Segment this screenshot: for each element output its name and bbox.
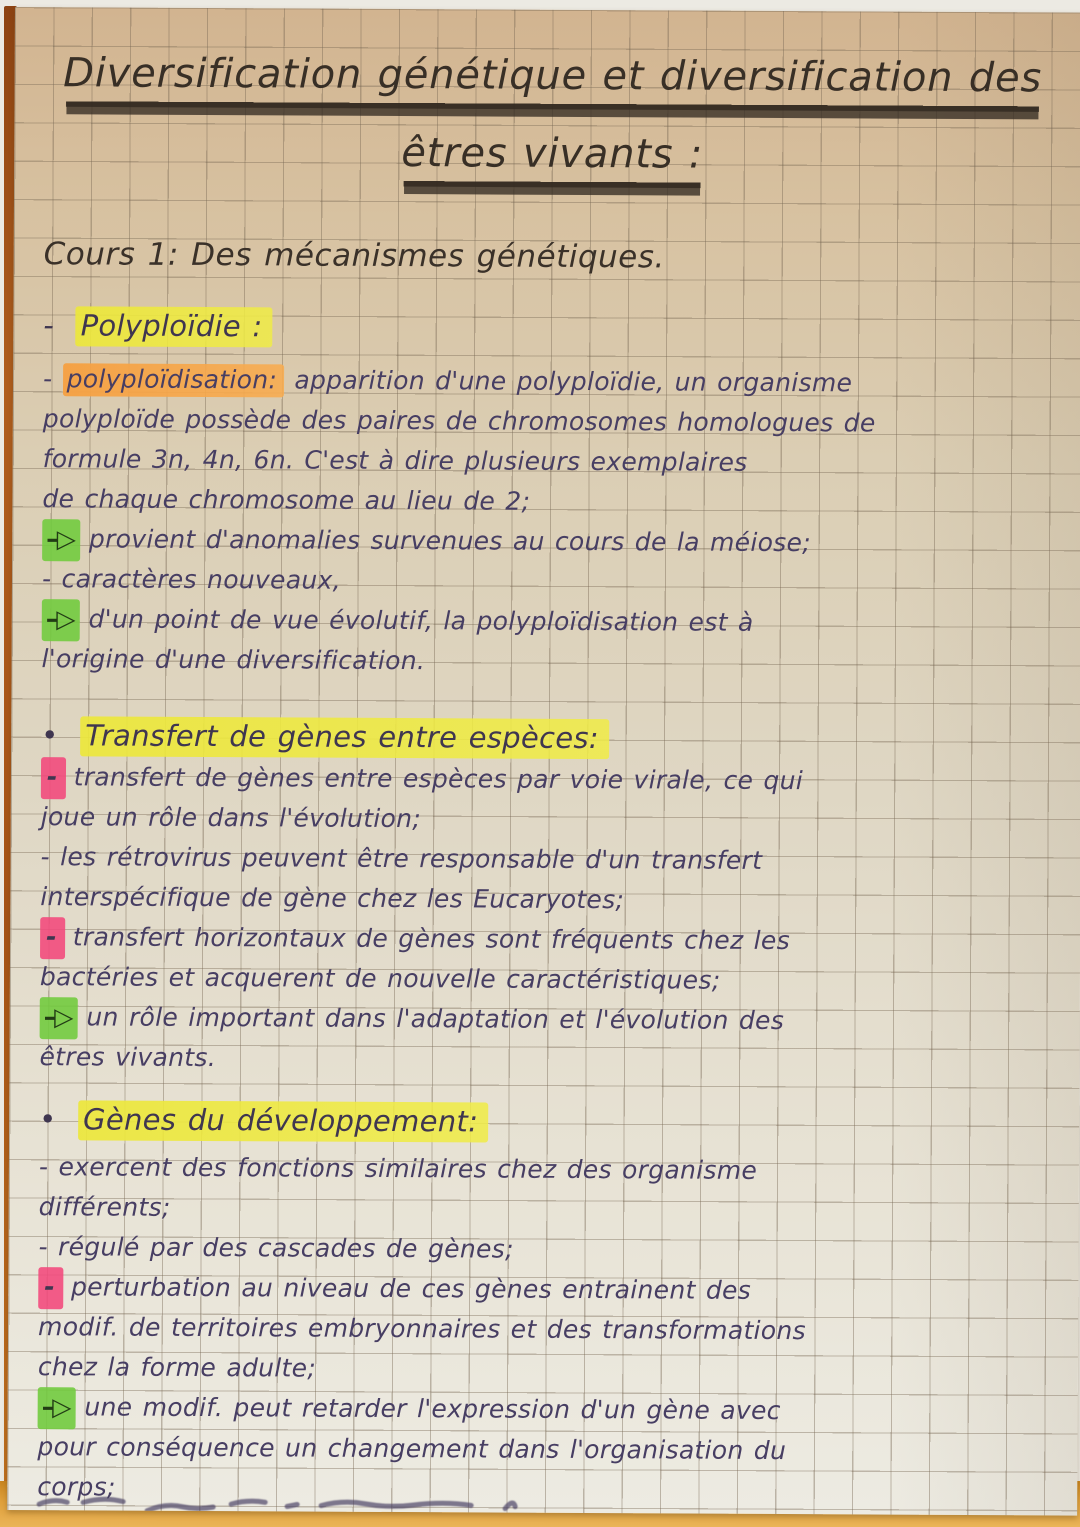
note-line [38, 1387, 1054, 1432]
line-text: apparition d'une polyploïdie, un organisme [284, 365, 853, 398]
note-line: modif. de territoires embryonnaires et des transformations [38, 1312, 806, 1346]
orange-highlight: polyploïdisation: [63, 363, 285, 397]
note-line: pour conséquence un changement dans l'organisation du [37, 1432, 787, 1466]
pink-dash-icon: - [38, 1267, 63, 1309]
line-text: provient d'anomalies survenues au cours de la méiose; [88, 524, 812, 558]
note-line: de chaque chromosome au lieu de 2; [42, 484, 531, 516]
note-line: chez la forme adulte; [37, 1352, 317, 1383]
note-line [42, 599, 1058, 644]
yellow-highlight: Gènes du développement: [78, 1100, 488, 1142]
section-heading-polyploidie [43, 303, 1059, 352]
page-title-line-2 [44, 123, 1060, 184]
note-line: polyploïde possède des paires de chromosomes homologues de [42, 404, 876, 438]
note-line: différents; [38, 1192, 171, 1222]
line-text: perturbation au niveau de ces gènes entrainent des [70, 1272, 752, 1305]
note-line: - exercent des fonctions similaires chez des organisme [38, 1152, 758, 1185]
section-heading-transfert [41, 713, 1057, 762]
note-line [42, 519, 1058, 564]
heading-dot: • [39, 1102, 57, 1137]
note-line [38, 1267, 1054, 1312]
line-text: d'un point de vue évolutif, la polyploïdisation est à [88, 604, 754, 637]
line-text: une modif. peut retarder l'expression d'un gène avec [84, 1392, 781, 1426]
title-text-2: êtres vivants : [401, 125, 703, 183]
line-text: transfert horizontaux de gènes sont fréquents chez les [72, 922, 791, 956]
line-prefix: - [42, 364, 63, 394]
arrow-icon: –▷ [38, 1387, 76, 1429]
note-line: l'origine d'une diversification. [41, 644, 426, 676]
note-line: - caractères nouveaux, [41, 564, 341, 595]
note-line: interspécifique de gène chez les Eucaryotes; [40, 882, 625, 915]
note-line [40, 917, 1056, 962]
note-line: - régulé par des cascades de gènes; [38, 1232, 514, 1264]
pink-dash-icon: - [41, 757, 66, 799]
note-line [41, 757, 1057, 802]
notes-content [7, 7, 1080, 1516]
note-line: - les rétrovirus peuvent être responsable d'un transfert [40, 842, 763, 875]
page-title-line-1 [45, 45, 1061, 106]
note-line [43, 359, 1059, 404]
note-line: bactéries et acquerent de nouvelle caractéristiques; [39, 962, 721, 995]
arrow-icon: –▷ [42, 519, 80, 561]
heading-dot: • [41, 718, 59, 753]
heading-dash: - [43, 308, 55, 343]
note-line: joue un rôle dans l'évolution; [40, 802, 422, 834]
pink-dash-icon: - [40, 917, 65, 959]
note-line: formule 3n, 4n, 6n. C'est à dire plusieurs exemplaires [42, 444, 748, 477]
line-text: un rôle important dans l'adaptation et l'évolution des [86, 1002, 785, 1036]
yellow-highlight: Polyploïdie : [76, 306, 273, 347]
line-text: transfert de gènes entre espèces par voie virale, ce qui [73, 762, 804, 796]
title-text-1: Diversification génétique et diversification des [63, 45, 1042, 106]
note-line: êtres vivants. [39, 1042, 217, 1073]
yellow-highlight: Transfert de gènes entre espèces: [80, 716, 609, 759]
arrow-icon: –▷ [42, 599, 80, 641]
arrow-icon: –▷ [40, 997, 78, 1039]
graph-paper-sheet [7, 7, 1080, 1516]
course-heading: Cours 1: Des mécanismes génétiques. [43, 236, 665, 276]
note-line: corps; [37, 1472, 116, 1502]
section-heading-genes-developpement [39, 1097, 1055, 1146]
note-line [40, 997, 1056, 1042]
